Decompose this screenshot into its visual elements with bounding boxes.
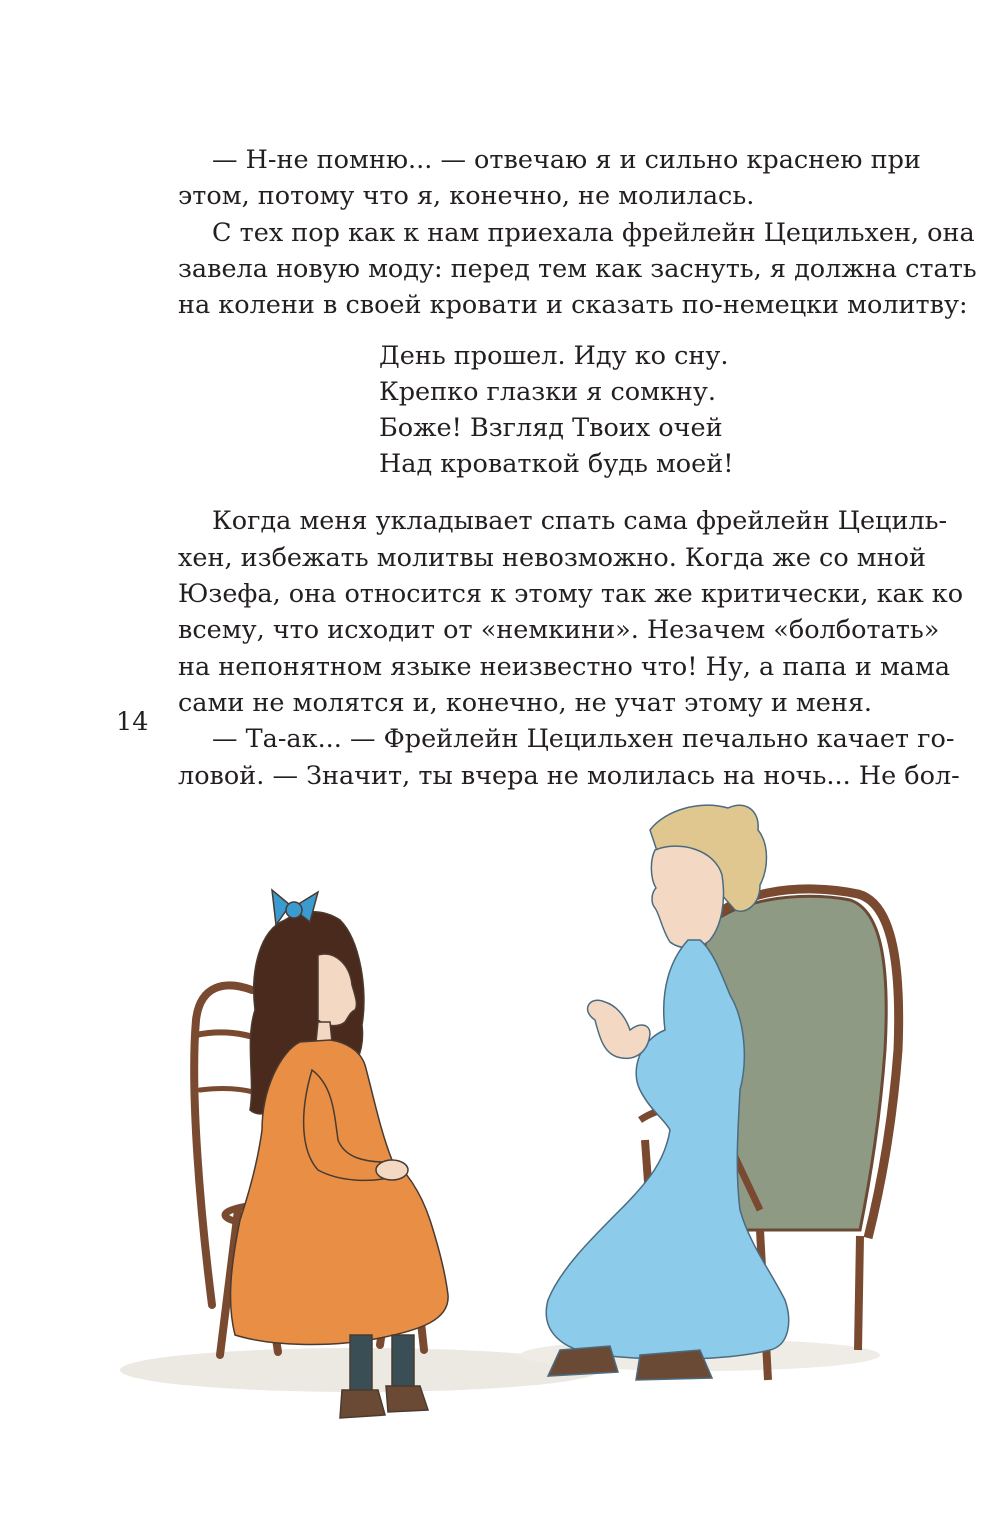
girl	[231, 890, 449, 1418]
text-line: С тех пор как к нам приехала фрейлейн Цецильхен, она	[212, 217, 975, 248]
governess-hands	[588, 1000, 650, 1058]
text-block	[178, 142, 977, 794]
text-line: Когда меня укладывает спать сама фрейлейн Цециль-	[212, 506, 948, 537]
text-line: сами не молятся и, конечно, не учат этому и меня.	[178, 687, 873, 718]
text-line: Юзефа, она относится к этому так же критически, как ко	[178, 579, 964, 610]
paragraphs-after-poem	[178, 503, 964, 793]
girl-neck	[316, 1022, 332, 1042]
text-line: на колени в своей кровати и сказать по-немецки молитву:	[178, 290, 968, 321]
text-line: на непонятном языке неизвестно что! Ну, а папа и мама	[178, 651, 951, 682]
illustration	[0, 790, 1000, 1539]
poem	[379, 338, 912, 482]
governess-face	[651, 846, 723, 948]
poem-line: Над кроваткой будь моей!	[379, 449, 734, 480]
text-line: хен, избежать молитвы невозможно. Когда же со мной	[178, 542, 926, 573]
paragraph	[178, 215, 977, 324]
girl-hands	[376, 1160, 408, 1180]
poem-line: Крепко глазки я сомкну.	[379, 377, 716, 408]
page-number: 14	[116, 707, 149, 737]
poem-line: День прошел. Иду ко сну.	[379, 341, 729, 372]
paragraphs-before-poem	[178, 142, 977, 323]
girl-shoes	[340, 1390, 385, 1418]
text-line: завела новую моду: перед тем как заснуть, я должна стать	[178, 253, 977, 284]
text-line: всему, что исходит от «немкини». Незачем «болботать»	[178, 615, 940, 646]
poem-line: Боже! Взгляд Твоих очей	[379, 413, 723, 444]
text-line: ловой. — Значит, ты вчера не молилась на ночь... Не бол-	[178, 760, 960, 791]
girl-stockings	[350, 1335, 372, 1393]
text-line: — Н-не помню... — отвечаю я и сильно краснею при	[212, 145, 921, 175]
paragraph	[178, 503, 964, 721]
text-line: — Та-ак... — Фрейлейн Цецильхен печально качает го-	[212, 724, 955, 755]
text-line: этом, потому что я, конечно, не молилась.	[178, 181, 755, 212]
paragraph	[178, 142, 921, 215]
paragraph	[178, 721, 960, 794]
